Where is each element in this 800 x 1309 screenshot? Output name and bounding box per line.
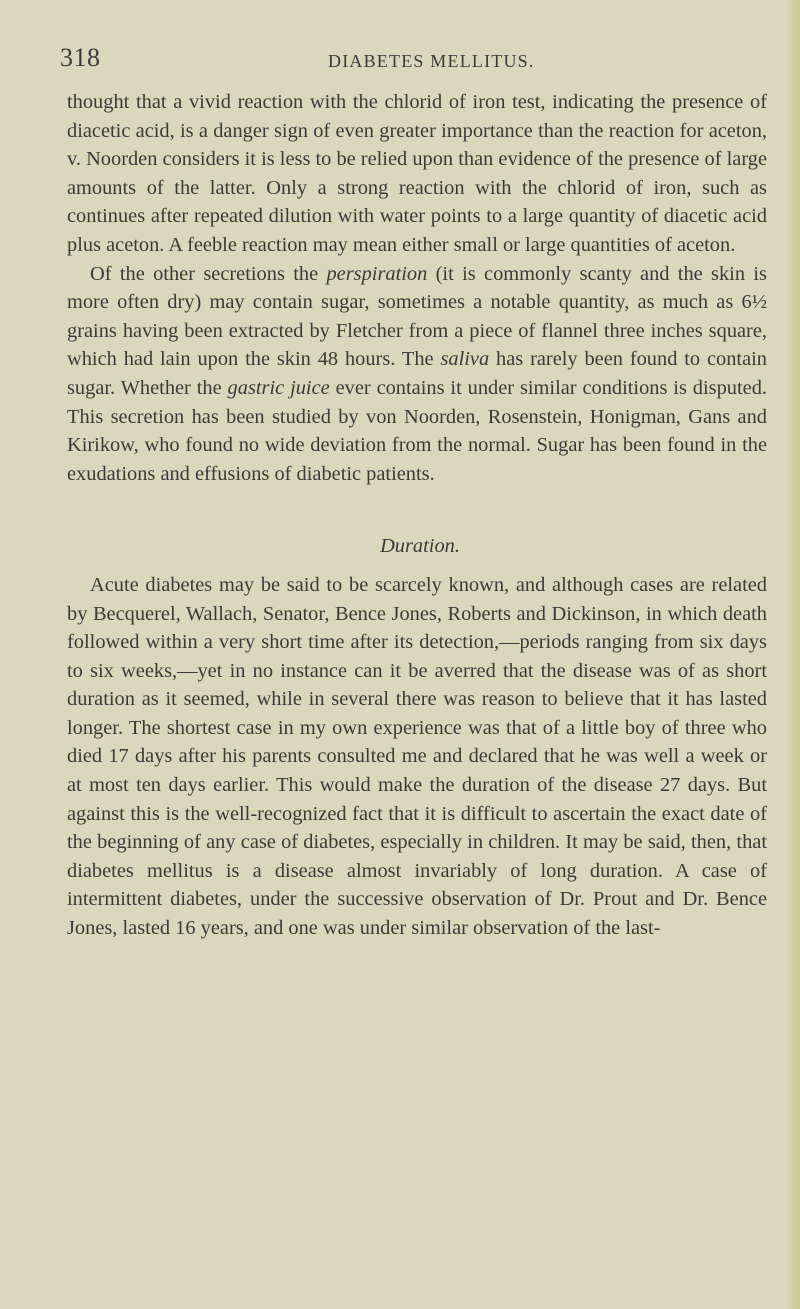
paragraph-text: ever contains it under similar conditions is disputed. This secretion has been studied by von Noorden, Rosenstein, Honigman, Gans and Kirikow, who found no wide deviation from the normal. Sugar has been found in the exudations and effusions of diabetic patients. bbox=[67, 376, 767, 485]
running-head bbox=[60, 41, 772, 81]
paragraph-diacetic-acid: thought that a vivid reaction with the chlorid of iron test, indicating the presence of diacetic acid, is a danger sign of even greater importance than the reaction for aceton, v. Noorden considers it is less to be relied upon than evidence of the presence of large amounts of the latter. Only a strong reaction with the chlorid of iron, such as continues after repeated dilution with water points to a large quantity of diacetic acid plus aceton. A feeble reaction may mean either small or large quantities of aceton. bbox=[67, 91, 767, 256]
paragraph-duration: Acute diabetes may be said to be scarcely known, and although cases are related by Becquerel, Wallach, Senator, Bence Jones, Roberts and Dickinson, in which death followed within a very short time after its detection,—periods ranging from six days to six weeks,—yet in no instance can it be averred that the disease was of as short duration as it seemed, while in several there was reason to believe that it has lasted longer. The shortest case in my own experience was that of a little boy of three who died 17 days after his parents consulted me and declared that he was well a week or at most ten days earlier. This would make the duration of the disease 27 days. But against this is the well-recognized fact that it is difficult to ascertain the exact date of the beginning of any case of diabetes, especially in children. It may be said, then, that diabetes mellitus is a disease almost invariably of long duration. A case of intermittent diabetes, under the successive observation of Dr. Prout and Dr. Bence Jones, lasted 16 years, and one was under similar observation of the last- bbox=[67, 573, 767, 940]
section-heading-duration: Duration. bbox=[380, 535, 460, 558]
paragraph-secretions bbox=[67, 260, 767, 489]
paragraph-text: has rarely been found to contain sugar. Whether the bbox=[67, 348, 767, 399]
paragraph-text: (it is commonly scanty and the skin is more often dry) may contain sugar, sometimes a notable quantity, as much as 6½ grains having been extracted by Fletcher from a piece of flannel three inches square, which had lain upon the skin 48 hours. The bbox=[67, 262, 767, 371]
page-number: 318 bbox=[60, 43, 101, 72]
body-text bbox=[67, 88, 767, 943]
term-gastric-juice: gastric juice bbox=[227, 376, 330, 399]
paragraph-text: Of the other secretions the bbox=[90, 262, 327, 285]
term-perspiration: perspiration bbox=[326, 262, 428, 285]
page-edge-shadow bbox=[786, 0, 800, 1309]
term-saliva: saliva bbox=[440, 348, 490, 371]
running-title: DIABETES MELLITUS. bbox=[328, 51, 535, 71]
